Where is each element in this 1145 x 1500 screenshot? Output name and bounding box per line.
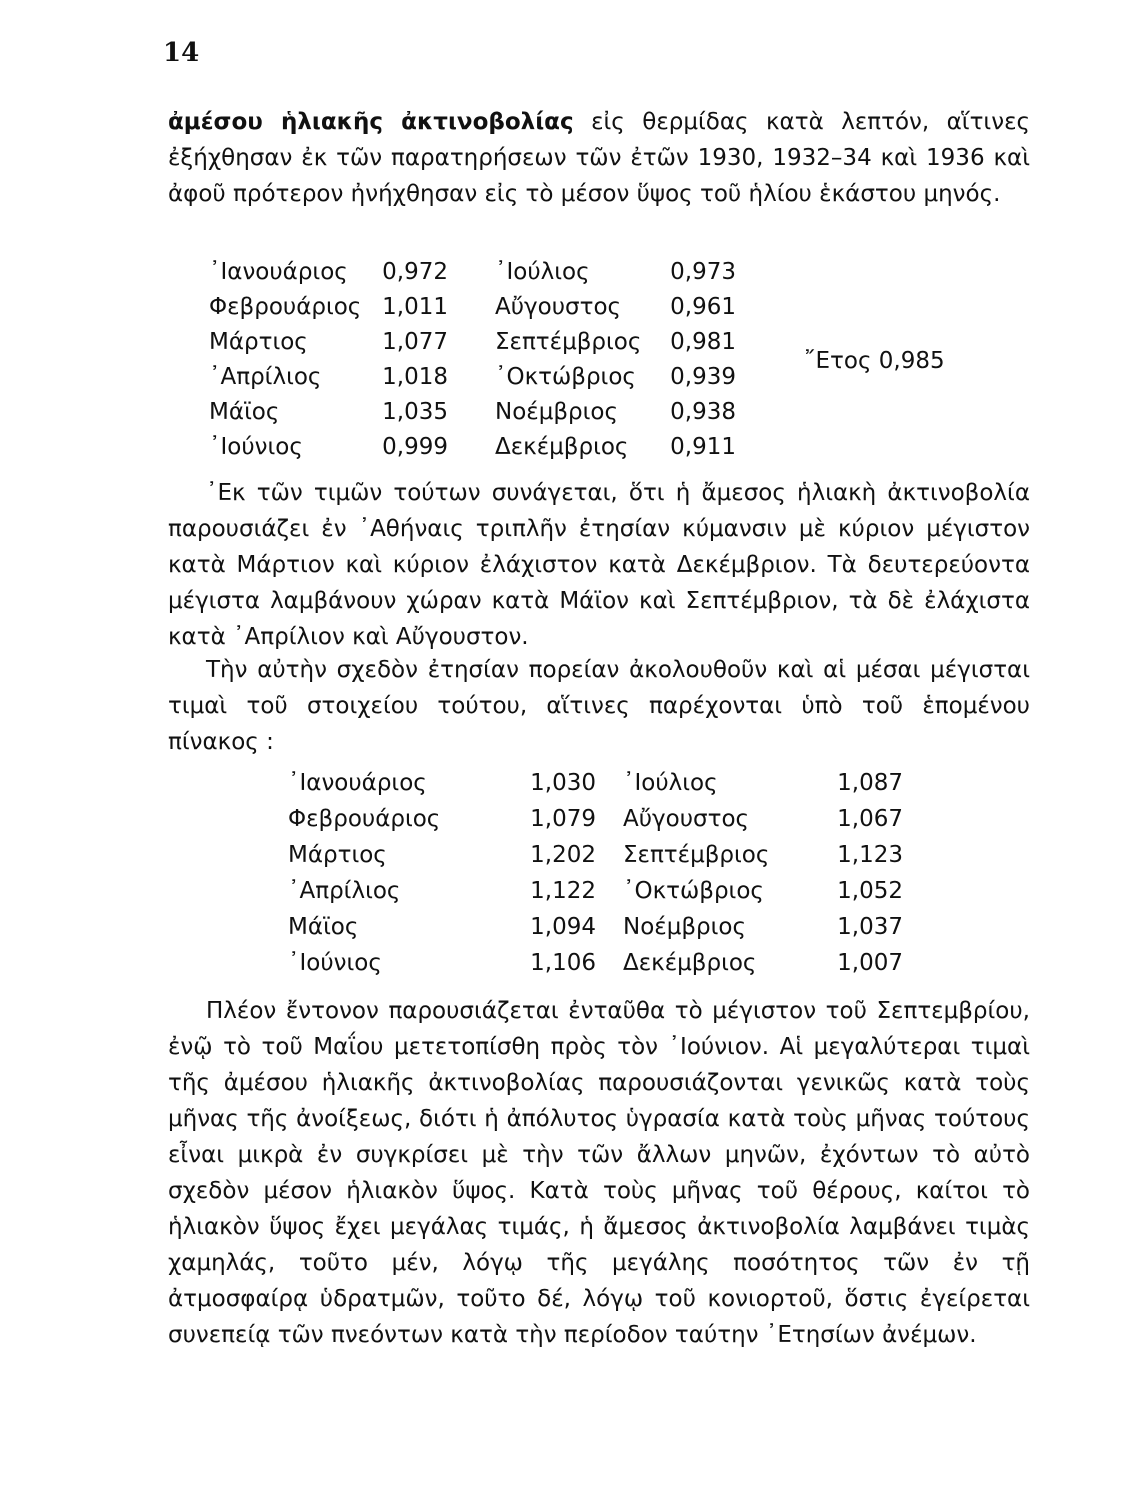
month-value: 1,011 bbox=[382, 294, 448, 320]
month-label: ᾿Απρίλιος bbox=[288, 878, 401, 904]
month-label: ᾿Απρίλιος bbox=[209, 364, 322, 390]
month-label: Μάϊος bbox=[288, 914, 359, 940]
month-label: ᾿Ιανουάριος bbox=[288, 770, 427, 796]
month-value: 0,938 bbox=[670, 399, 736, 425]
intro-bold-lead: ἀμέσου ἡλιακῆς ἀκτινοβολίας bbox=[168, 109, 574, 135]
month-value: 1,030 bbox=[530, 770, 596, 796]
month-label: Δεκέμβριος bbox=[495, 434, 629, 460]
month-label: Φεβρουάριος bbox=[209, 294, 362, 320]
month-value: 0,911 bbox=[670, 434, 736, 460]
month-value: 1,035 bbox=[382, 399, 448, 425]
month-label: Μάϊος bbox=[209, 399, 280, 425]
month-label: Αὔγουστος bbox=[623, 806, 750, 832]
month-value: 1,007 bbox=[837, 950, 903, 976]
month-value: 1,122 bbox=[530, 878, 596, 904]
month-value: 1,106 bbox=[530, 950, 596, 976]
month-label: Νοέμβριος bbox=[623, 914, 746, 940]
month-value: 0,961 bbox=[670, 294, 736, 320]
month-label: ᾿Ιούλιος bbox=[495, 259, 590, 285]
intro-paragraph bbox=[168, 104, 1030, 212]
month-label: Μάρτιος bbox=[209, 329, 308, 355]
month-label: ᾿Ιανουάριος bbox=[209, 259, 348, 285]
month-label: Αὔγουστος bbox=[495, 294, 622, 320]
month-value: 1,123 bbox=[837, 842, 903, 868]
paragraph-2: ᾿Εκ τῶν τιμῶν τούτων συνάγεται, ὅτι ἡ ἄμεσος ἡλιακὴ ἀκτινοβολία παρουσιάζει ἐν ᾿Αθήναις τριπλῆν ἐτησίαν κύμανσιν μὲ κύριον μέγιστον κατὰ Μάρτιον καὶ κύριον ἐλάχιστον κατὰ Δεκέμβριον. Τὰ δευτερεύοντα μέγιστα λαμβάνουν χώραν κατὰ Μάϊον καὶ Σεπτέμβριον, τὰ δὲ ἐλάχιστα κατὰ ᾿Απρίλιον καὶ Αὔγουστον. bbox=[168, 480, 1030, 650]
month-value: 1,067 bbox=[837, 806, 903, 832]
month-label: ᾿Οκτώβριος bbox=[623, 878, 764, 904]
paragraph-4: Πλέον ἔντονον παρουσιάζεται ἐνταῦθα τὸ μέγιστον τοῦ Σεπτεμβρίου, ἐνῷ τὸ τοῦ Μαΐου μετετοπίσθη πρὸς τὸν ᾿Ιούνιον. Αἱ μεγαλύτεραι τιμαὶ τῆς ἀμέσου ἡλιακῆς ἀκτινοβολίας παρουσιάζονται γενικῶς κατὰ τοὺς μῆνας τῆς ἀνοίξεως, διότι ἡ ἀπόλυτος ὑγρασία κατὰ τοὺς μῆνας τούτους εἶναι μικρὰ ἐν συγκρίσει μὲ τὴν τῶν ἄλλων μηνῶν, ἐχόντων τὸ αὐτὸ σχεδὸν μέσον ἡλιακὸν ὕψος. Κατὰ τοὺς μῆνας τοῦ θέρους, καίτοι τὸ ἡλιακὸν ὕψος ἔχει μεγάλας τιμάς, ἡ ἄμεσος ἀκτινοβολία λαμβάνει τιμὰς χαμηλάς, τοῦτο μέν, λόγῳ τῆς μεγάλης ποσότητος τῶν ἐν τῇ ἀτμοσφαίρᾳ ὑδρατμῶν, τοῦτο δέ, λόγῳ τοῦ κονιορτοῦ, ὅστις ἐγείρεται συνεπείᾳ τῶν πνεόντων κατὰ τὴν περίοδον ταύτην ᾿Ετησίων ἀνέμων. bbox=[168, 998, 1030, 1348]
intro-text: εἰς θερμίδας κατὰ λεπτόν, αἵτινες ἐξήχθησαν ἐκ τῶν παρατηρήσεων τῶν ἐτῶν 1930, 1932–34 καὶ 1936 καὶ ἀφοῦ πρότερον ἠνήχθησαν εἰς τὸ μέσον ὕψος τοῦ ἡλίου ἑκάστου μηνός. bbox=[168, 109, 1030, 207]
month-label: Μάρτιος bbox=[288, 842, 387, 868]
month-value: 1,077 bbox=[382, 329, 448, 355]
month-value: 1,018 bbox=[382, 364, 448, 390]
month-value: 0,981 bbox=[670, 329, 736, 355]
month-label: ᾿Οκτώβριος bbox=[495, 364, 636, 390]
month-value: 1,202 bbox=[530, 842, 596, 868]
month-value: 0,972 bbox=[382, 259, 448, 285]
month-label: ᾿Ιούνιος bbox=[209, 434, 303, 460]
month-value: 1,087 bbox=[837, 770, 903, 796]
month-value: 1,079 bbox=[530, 806, 596, 832]
month-value: 1,052 bbox=[837, 878, 903, 904]
month-value: 0,999 bbox=[382, 434, 448, 460]
annual-value: ῎Ετος 0,985 bbox=[804, 348, 945, 374]
month-value: 0,973 bbox=[670, 259, 736, 285]
month-value: 1,037 bbox=[837, 914, 903, 940]
month-label: Φεβρουάριος bbox=[288, 806, 441, 832]
month-label: ᾿Ιούνιος bbox=[288, 950, 382, 976]
month-label: Δεκέμβριος bbox=[623, 950, 757, 976]
month-value: 0,939 bbox=[670, 364, 736, 390]
month-label: Σεπτέμβριος bbox=[623, 842, 770, 868]
month-value: 1,094 bbox=[530, 914, 596, 940]
month-label: Σεπτέμβριος bbox=[495, 329, 642, 355]
page-number: 14 bbox=[163, 38, 200, 68]
month-label: Νοέμβριος bbox=[495, 399, 618, 425]
paragraph-3: Τὴν αὐτὴν σχεδὸν ἐτησίαν πορείαν ἀκολουθοῦν καὶ αἱ μέσαι μέγισται τιμαὶ τοῦ στοιχείου τούτου, αἵτινες παρέχονται ὑπὸ τοῦ ἑπομένου πίνακος : bbox=[168, 657, 1030, 755]
month-label: ᾿Ιούλιος bbox=[623, 770, 718, 796]
